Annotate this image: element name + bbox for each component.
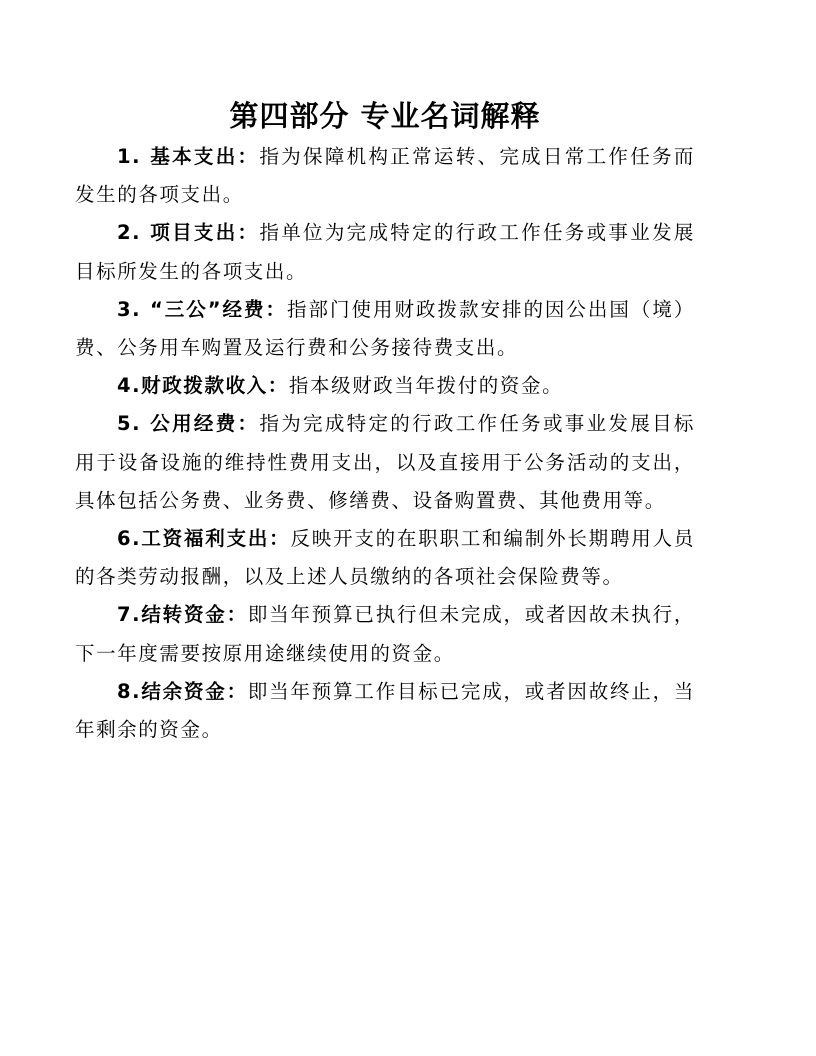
definition-text: 指为完成特定的行政工作任务或事业发展目标用于设备设施的维持性费用支出，以及直接用于公务活动的支出，具体包括公务费、业务费、修缮费、设备购置费、其他费用等。 (75, 412, 695, 512)
definition-term: 3. “三公”经费： (117, 297, 288, 321)
definition-text: 指单位为完成特定的行政工作任务或事业发展目标所发生的各项支出。 (75, 221, 695, 283)
definition-text: 即当年预算工作目标已完成，或者因故终止，当年剩余的资金。 (75, 679, 695, 742)
definition-item-carryover-funds (75, 596, 695, 672)
definition-term: 5. 公用经费： (117, 412, 260, 436)
definition-term: 7.结转资金： (117, 603, 248, 627)
definition-text: 指本级财政当年拨付的资金。 (288, 374, 564, 398)
definition-list (75, 138, 695, 749)
definition-term: 4.财政拨款收入： (117, 374, 289, 398)
definition-item-three-public-funds (75, 291, 695, 367)
definition-term: 6.工资福利支出： (117, 527, 291, 551)
definition-item-public-funds (75, 405, 695, 520)
definition-term: 8.结余资金： (117, 679, 248, 703)
definition-text: 反映开支的在职职工和编制外长期聘用人员的各类劳动报酬，以及上述人员缴纳的各项社会保险费等。 (75, 527, 695, 589)
definition-text: 指为保障机构正常运转、完成日常工作任务而发生的各项支出。 (75, 145, 695, 207)
definition-item-project-expenditure (75, 214, 695, 290)
definition-item-wage-welfare-expenditure (75, 520, 695, 596)
definition-item-basic-expenditure (75, 138, 695, 214)
definition-term: 1. 基本支出： (117, 145, 260, 168)
definition-text: 即当年预算已执行但未完成，或者因故未执行，下一年度需要按原用途继续使用的资金。 (75, 603, 695, 665)
page-title: 第四部分 专业名词解释 (229, 99, 541, 133)
definition-text: 指部门使用财政拨款安排的因公出国（境）费、公务用车购置及运行费和公务接待费支出。 (75, 297, 695, 360)
definition-term: 2. 项目支出： (117, 221, 260, 245)
definition-item-fiscal-appropriation-income (75, 367, 695, 405)
definition-item-surplus-funds (75, 673, 695, 749)
